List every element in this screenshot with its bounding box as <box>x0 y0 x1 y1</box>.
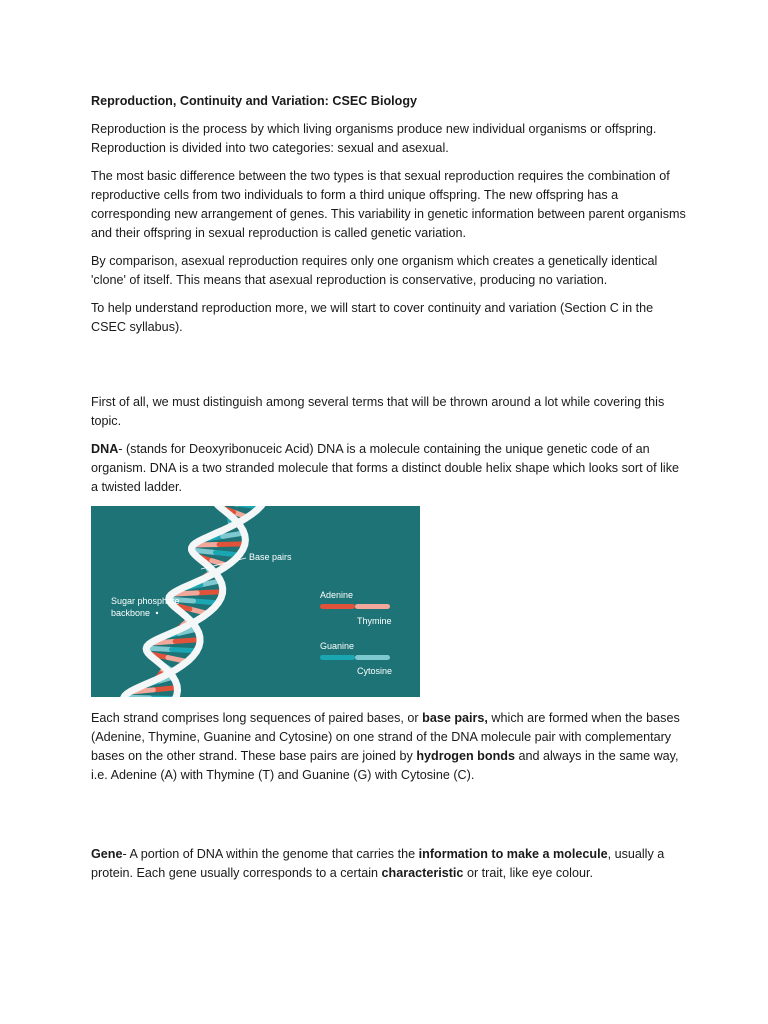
term-hydrogen-bonds: hydrogen bonds <box>416 749 515 763</box>
term-dna: DNA <box>91 442 119 456</box>
legend-adenine-bar <box>320 604 355 609</box>
label-guanine: Guanine <box>320 641 355 651</box>
dna-double-helix-figure <box>91 506 420 697</box>
label-base-pairs: Base pairs <box>249 552 292 562</box>
label-thymine: Thymine <box>357 616 392 626</box>
paragraph-terms-intro: First of all, we must distinguish among several terms that will be thrown around a lot while covering this topic. <box>91 395 665 428</box>
base-pairs-text-3: and always in the same way, i.e. Adenine (A) with Thymine (T) and Guanine (G) with Cytosine (C). <box>91 749 679 782</box>
gene-text-1: - A portion of DNA within the genome that carries the <box>122 847 419 861</box>
spacer <box>91 346 686 393</box>
paragraph-base-pairs <box>91 709 686 785</box>
base-pairs-text-1: Each strand comprises long sequences of paired bases, or <box>91 711 423 725</box>
paragraph-continuity-intro: To help understand reproduction more, we will start to cover continuity and variation (Section C in the CSEC syllabus). <box>91 301 654 334</box>
paragraph-asexual: By comparison, asexual reproduction requires only one organism which creates a genetically identical 'clone' of itself. This means that asexual reproduction is conservative, producing no variation. <box>91 254 658 287</box>
base-pair-half <box>197 592 223 593</box>
legend-guanine-bar <box>320 655 355 660</box>
base-pair-half <box>219 544 245 545</box>
document-body <box>91 92 686 892</box>
gene-text-3: or trait, like eye colour. <box>463 866 593 880</box>
term-characteristic: characteristic <box>381 866 464 880</box>
legend-thymine-bar <box>355 604 390 609</box>
legend-cytosine-bar <box>355 655 390 660</box>
spacer <box>91 794 686 845</box>
label-backbone-line2: backbone <box>111 608 151 618</box>
term-base-pairs: base pairs, <box>422 711 488 725</box>
paragraph-sexual-vs-asexual: The most basic difference between the two types is that sexual reproduction requires the combination of reproductive cells from two individuals to form a third unique offspring. The new offspring has a corresponding new arrangement of genes. This variability in genetic information between parent organisms and their offspring in sexual reproduction is called genetic variation. <box>91 169 686 240</box>
term-gene: Gene <box>91 847 123 861</box>
pointer-backbone-dot <box>156 612 158 614</box>
label-cytosine: Cytosine <box>357 666 393 676</box>
label-adenine: Adenine <box>320 590 354 600</box>
term-information: information to make a molecule <box>418 847 608 861</box>
dna-definition-text: - (stands for Deoxyribonuceic Acid) DNA is a molecule containing the unique genetic code of an organism. DNA is a two stranded molecule that forms a distinct double helix shape which looks sort of like a twisted ladder. <box>91 442 679 494</box>
paragraph-reproduction-definition: Reproduction is the process by which living organisms produce new individual organisms or offspring. Reproduction is divided into two categories: sexual and asexual. <box>91 122 657 155</box>
page-title: Reproduction, Continuity and Variation: CSEC Biology <box>91 94 418 108</box>
base-pair-half <box>146 648 171 649</box>
base-pairs-text-2: which are formed when the bases (Adenine, Thymine, Guanine and Cytosine) on one strand of the DNA molecule pair with complementary bases on the other strand. These base pairs are joined by <box>91 711 680 763</box>
gene-text-2: , usually a protein. Each gene usually corresponds to a certain <box>91 847 665 880</box>
base-pair-half <box>175 640 200 642</box>
paragraph-gene-definition <box>91 845 686 883</box>
paragraph-dna-definition <box>91 440 686 497</box>
label-backbone-line1: Sugar phosphate <box>111 596 180 606</box>
